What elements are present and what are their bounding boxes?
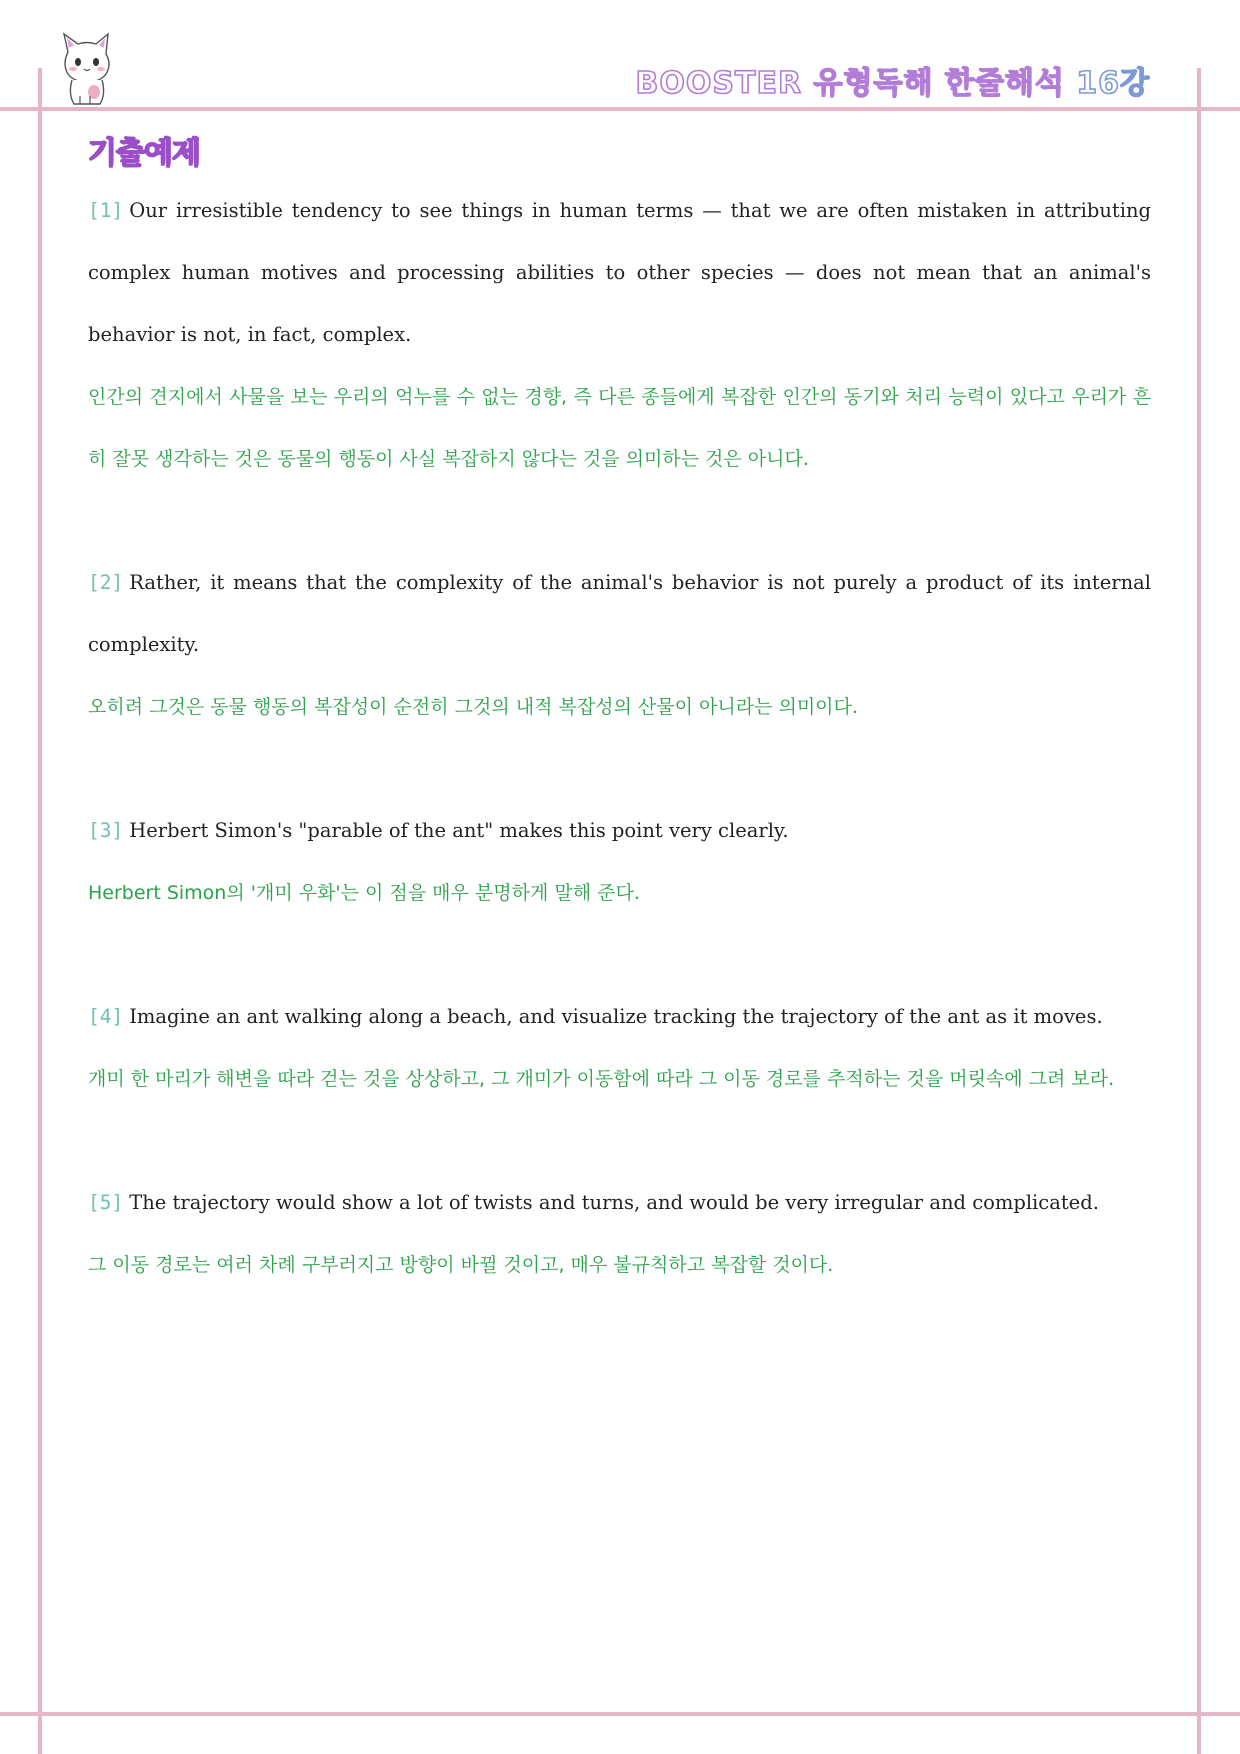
english-sentence (88, 180, 1151, 366)
english-text: The trajectory would show a lot of twists and turns, and would be very irregular and complicated. (129, 1191, 1099, 1214)
header-title (636, 58, 1150, 102)
english-sentence (88, 1172, 1151, 1234)
english-sentence (88, 552, 1151, 676)
korean-translation: 오히려 그것은 동물 행동의 복잡성이 순전히 그것의 내적 복잡성의 산물이 아니라는 의미이다. (88, 696, 858, 718)
english-sentence (88, 800, 1151, 862)
korean-translation: Herbert Simon의 '개미 우화'는 이 점을 매우 분명하게 말해 준다. (88, 882, 640, 904)
english-text: Our irresistible tendency to see things in human terms — that we are often mistaken in attributing complex human motives and processing abilities to other species — does not mean that an animal's behavior is not, in fact, complex. (88, 199, 1151, 346)
english-text: Herbert Simon's "parable of the ant" makes this point very clearly. (129, 819, 789, 842)
sentence-marker: [4] (88, 1005, 124, 1028)
right-border-line (1197, 68, 1201, 1754)
english-text: Rather, it means that the complexity of the animal's behavior is not purely a product of its internal complexity. (88, 571, 1151, 656)
sentence-block-2 (88, 552, 1151, 738)
sentence-marker: [3] (88, 819, 124, 842)
korean-translation: 인간의 견지에서 사물을 보는 우리의 억누를 수 없는 경향, 즉 다른 종들에게 복잡한 인간의 동기와 처리 능력이 있다고 우리가 흔히 잘못 생각하는 것은 동물의 행동이 사실 복잡하지 않다는 것을 의미하는 것은 아니다. (88, 386, 1151, 470)
footer-divider-line (0, 1712, 1240, 1716)
header-divider-line (0, 107, 1240, 111)
section-title: 기출예제 (88, 136, 200, 171)
sentence-marker: [5] (88, 1191, 124, 1214)
sentence-block-3 (88, 800, 1151, 924)
left-border-line (38, 68, 42, 1754)
sentence-marker: [1] (88, 199, 124, 222)
cat-mascot-icon (56, 32, 118, 106)
english-text: Imagine an ant walking along a beach, and visualize tracking the trajectory of the ant as it moves. (129, 1005, 1103, 1028)
sentence-block-5 (88, 1172, 1151, 1296)
book-title: BOOSTER 유형독해 한줄해석 (635, 66, 1077, 101)
english-sentence (88, 986, 1151, 1048)
lesson-number: 16강 (1076, 66, 1150, 101)
sentence-marker: [2] (88, 571, 124, 594)
sentence-block-4 (88, 986, 1151, 1110)
korean-translation: 개미 한 마리가 해변을 따라 걷는 것을 상상하고, 그 개미가 이동함에 따라 그 이동 경로를 추적하는 것을 머릿속에 그려 보라. (88, 1068, 1115, 1090)
sentence-block-1 (88, 180, 1151, 490)
passage-content (88, 180, 1151, 1358)
korean-translation: 그 이동 경로는 여러 차례 구부러지고 방향이 바뀔 것이고, 매우 불규칙하고 복잡할 것이다. (88, 1254, 834, 1276)
